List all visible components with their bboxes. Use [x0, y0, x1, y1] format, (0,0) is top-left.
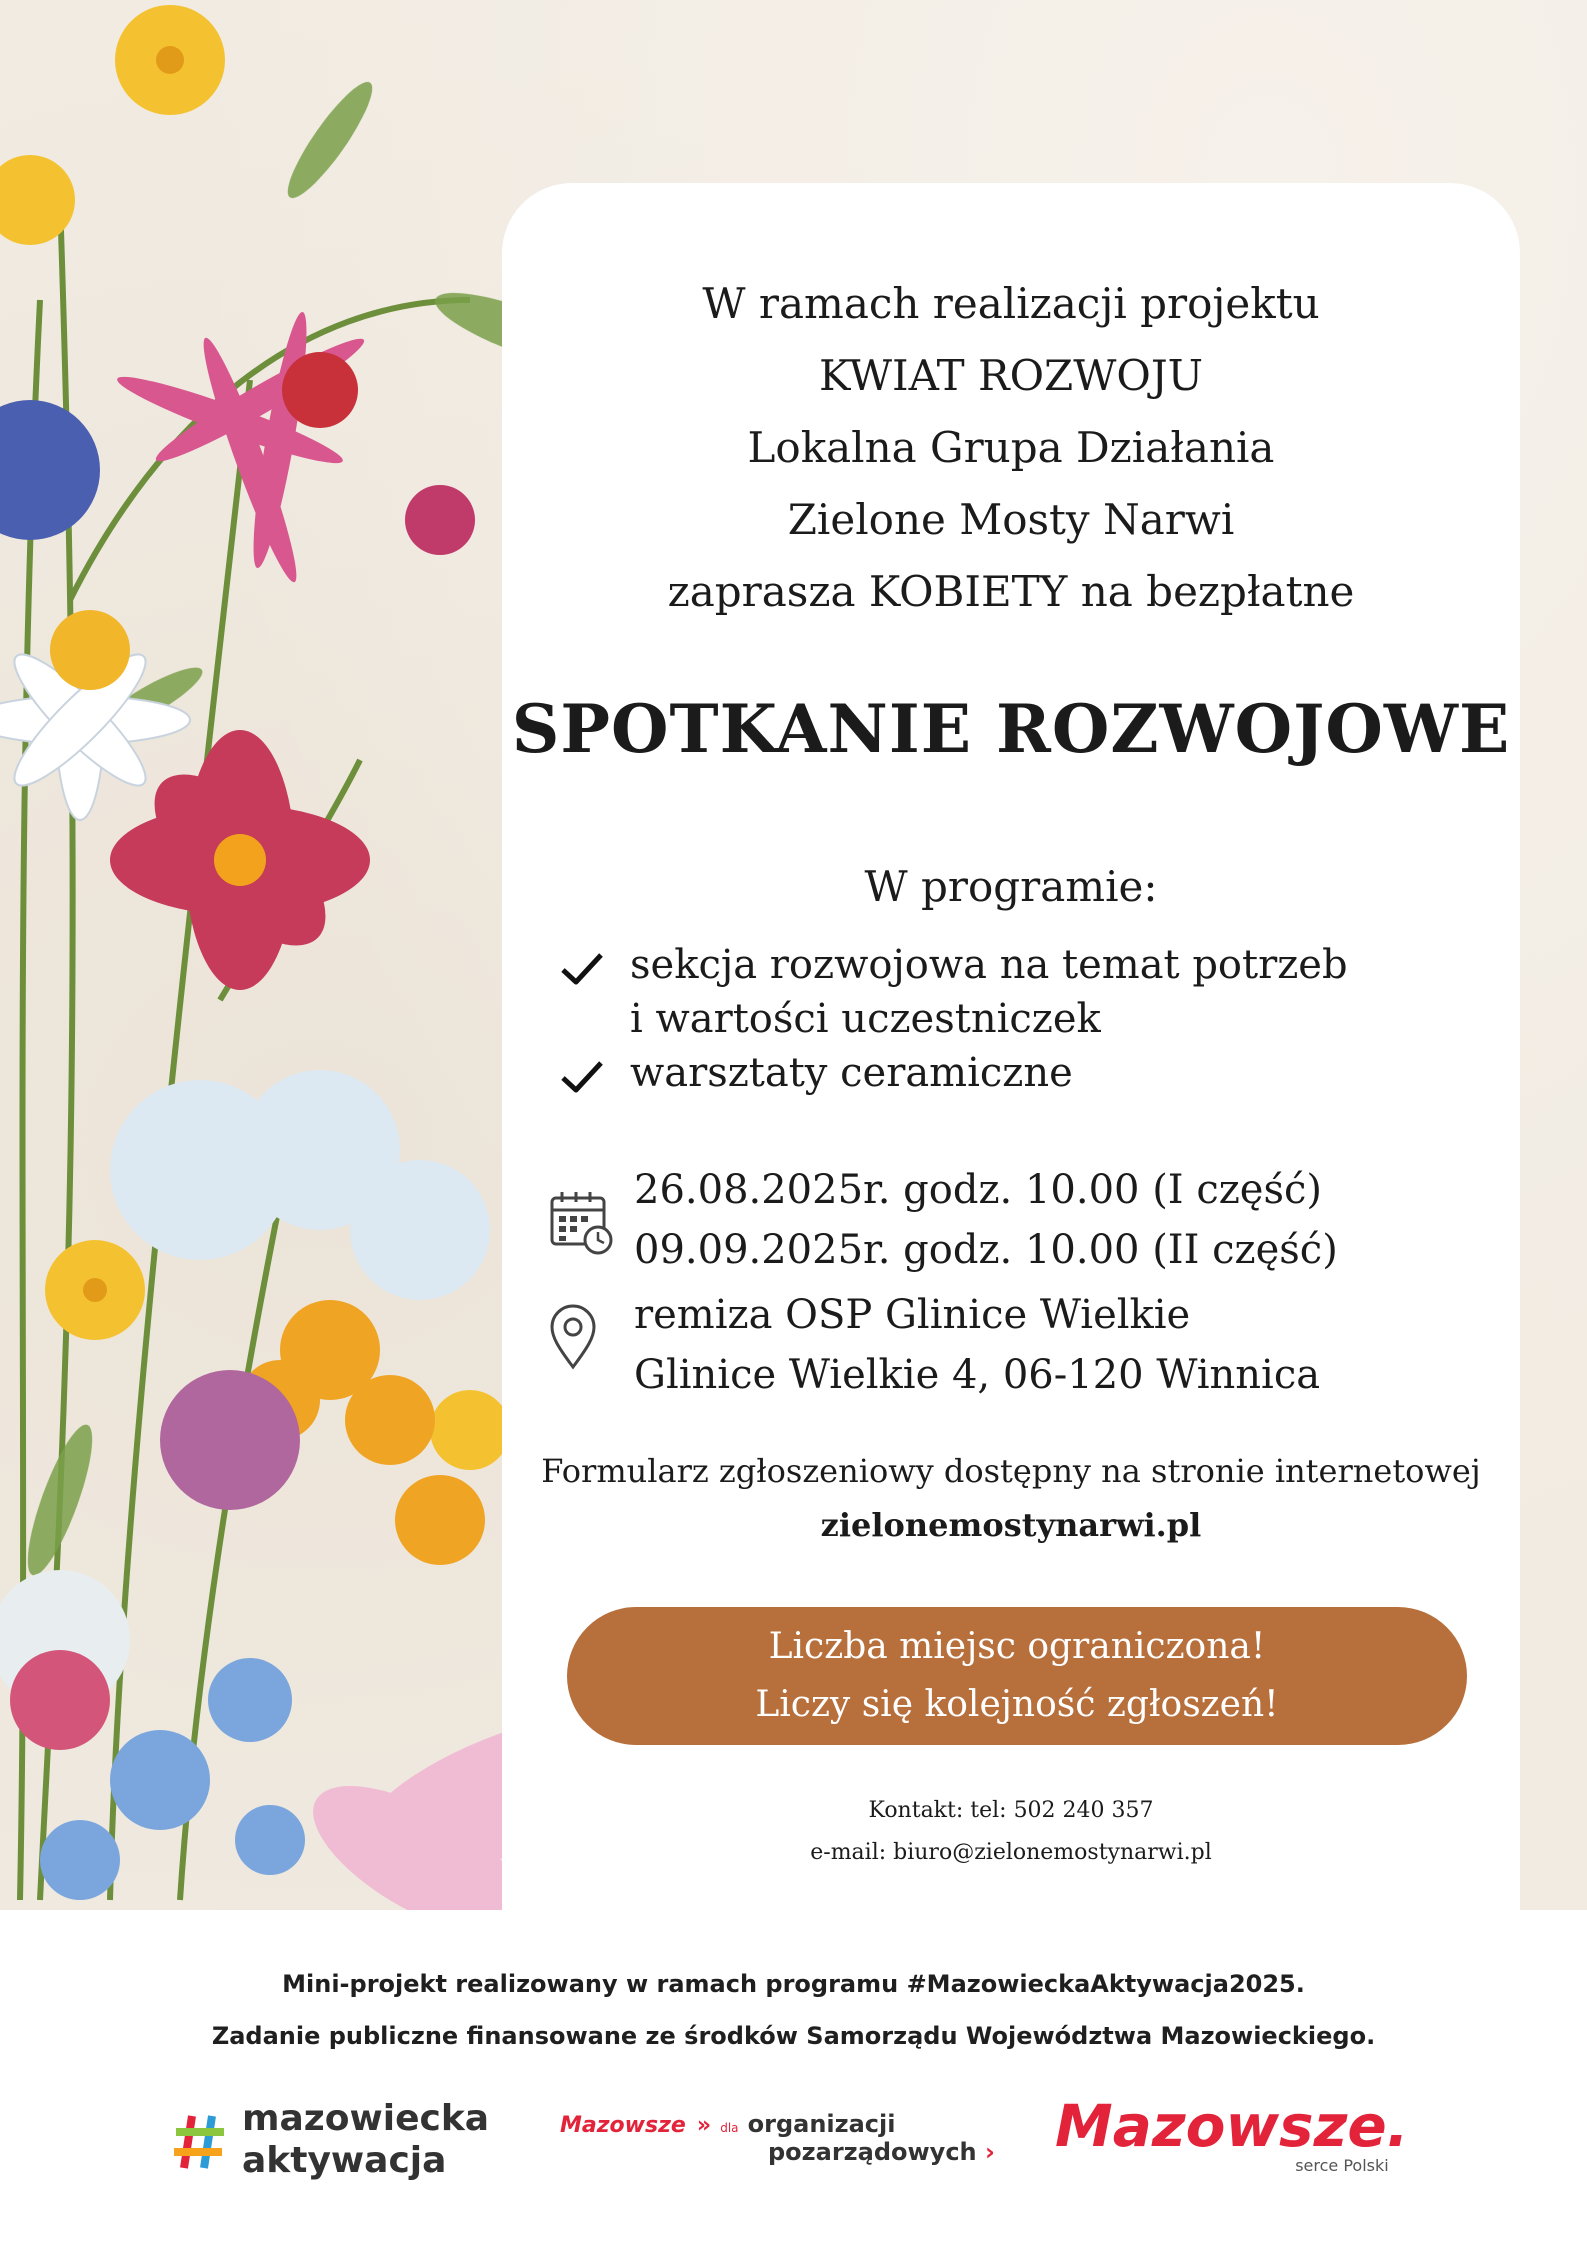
chevrons-icon: » [696, 2113, 712, 2138]
logo-text: aktywacja [242, 2140, 447, 2181]
logo-wordmark: Mazowsze. [1055, 2092, 1409, 2160]
limited-seats-banner [567, 1607, 1467, 1745]
logo-tagline: serce Polski [1295, 2156, 1389, 2175]
organization-line: Lokalna Grupa Działania [747, 423, 1275, 472]
banner-line: Liczba miejsc ograniczona! [768, 1626, 1266, 1667]
program-item-text: sekcja rozwojowa na temat potrzeb [630, 942, 1348, 988]
location-line: remiza OSP Glinice Wielkie [634, 1292, 1191, 1338]
location-row [548, 1285, 1338, 1405]
logo-text: pozarządowych [768, 2138, 977, 2166]
project-name: KWIAT ROZWOJU [818, 351, 1204, 400]
date-line: 09.09.2025r. godz. 10.00 (II część) [634, 1227, 1338, 1273]
invitation-line: zaprasza KOBIETY na bezpłatne [667, 567, 1355, 616]
intro-line: W ramach realizacji projektu [702, 279, 1320, 328]
banner-line: Liczy się kolejność zgłoszeń! [755, 1684, 1279, 1725]
contact-block [502, 1790, 1520, 1874]
logo-text: organizacji [747, 2110, 896, 2138]
footer-program-note: Mini-projekt realizowany w ramach programu #MazowieckaAktywacja2025. [282, 1970, 1305, 1998]
intro-block [502, 268, 1520, 628]
event-details [548, 1160, 1338, 1405]
hashtag-icon [172, 2112, 228, 2172]
program-item-text: warsztaty ceramiczne [630, 1050, 1073, 1096]
program-item [560, 1046, 1348, 1108]
mazowsze-logo [1055, 2094, 1409, 2175]
logo-text: mazowiecka [242, 2098, 490, 2139]
contact-email[interactable]: e-mail: biuro@zielonemostynarwi.pl [810, 1840, 1212, 1865]
logo-text: dla [720, 2121, 739, 2135]
footer [0, 1910, 1587, 2245]
event-headline: SPOTKANIE ROZWOJOWE [511, 690, 1511, 768]
registration-form-note: Formularz zgłoszeniowy dostępny na stronie internetowej [541, 1452, 1481, 1490]
check-icon [560, 938, 630, 1000]
location-pin-icon [548, 1285, 634, 1390]
program-title: W programie: [864, 862, 1158, 911]
program-item-text: i wartości uczestniczek [630, 996, 1101, 1042]
contact-phone: Kontakt: tel: 502 240 357 [868, 1798, 1154, 1823]
program-list [560, 938, 1348, 1108]
calendar-icon [548, 1160, 634, 1285]
check-icon [560, 1046, 630, 1108]
footer-funding-note: Zadanie publiczne finansowane ze środków Samorządu Województwa Mazowieckiego. [211, 2022, 1376, 2050]
program-item [560, 938, 1348, 1046]
dates-row [548, 1160, 1338, 1285]
ngo-program-logo [560, 2110, 995, 2166]
website-link[interactable]: zielonemostynarwi.pl [820, 1506, 1202, 1544]
address-line: Glinice Wielkie 4, 06-120 Winnica [634, 1352, 1321, 1398]
date-line: 26.08.2025r. godz. 10.00 (I część) [634, 1167, 1323, 1213]
organization-name: Zielone Mosty Narwi [787, 495, 1235, 544]
chevron-icon: › [985, 2138, 995, 2166]
brand-text: Mazowsze [560, 2113, 686, 2138]
